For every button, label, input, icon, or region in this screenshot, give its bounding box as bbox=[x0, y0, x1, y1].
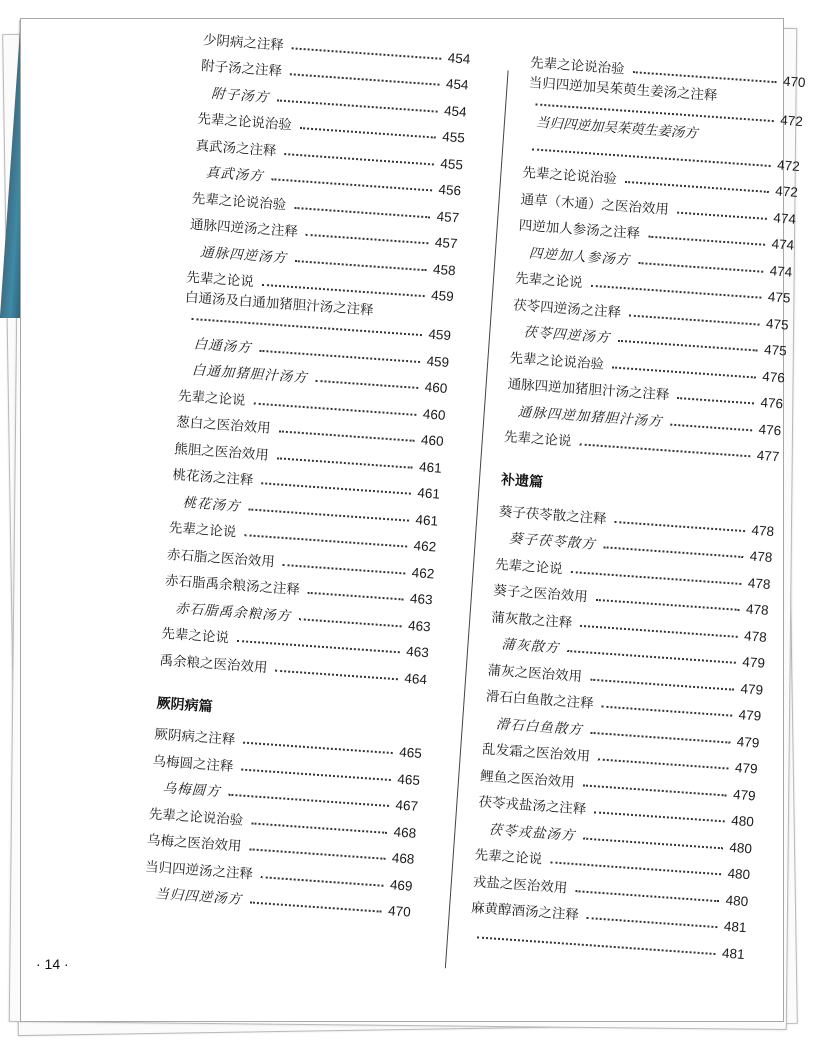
toc-entry-title: 鲤鱼之医治效用 bbox=[479, 767, 576, 791]
toc-entry-title: 先辈之论说 bbox=[503, 429, 572, 450]
toc-page-number: 464 bbox=[403, 670, 428, 687]
toc-page-number: 470 bbox=[387, 903, 412, 920]
toc-entry-title: 滑石白鱼散方 bbox=[495, 715, 584, 738]
toc-entry-title: 茯苓四逆汤方 bbox=[522, 324, 611, 347]
page-number: · 14 · bbox=[36, 956, 69, 972]
toc-page-number: 474 bbox=[772, 209, 797, 227]
toc-page-number: 479 bbox=[736, 733, 760, 751]
toc-entry-title: 白通加猪胆汁汤方 bbox=[191, 362, 309, 387]
toc-page-number: 472 bbox=[779, 112, 804, 129]
toc-page-number: 454 bbox=[445, 76, 470, 93]
toc-entry-title: 先辈之论说治验 bbox=[521, 164, 618, 188]
toc-entry-title: 当归四逆汤方 bbox=[154, 885, 243, 908]
toc-page-number: 474 bbox=[771, 236, 795, 253]
toc-entry-title: 滑石白鱼散之注释 bbox=[485, 688, 595, 712]
toc-page-number: 478 bbox=[745, 601, 770, 618]
toc-page-number: 463 bbox=[405, 643, 430, 661]
toc-entry-title: 赤石脂之医治效用 bbox=[166, 546, 276, 570]
toc-entry-title: 葵子之医治效用 bbox=[492, 582, 589, 606]
toc-entry-title: 先辈之论说 bbox=[177, 387, 247, 409]
toc-entry-title: 先辈之论说 bbox=[168, 519, 237, 541]
toc-page-number: 465 bbox=[396, 770, 421, 788]
toc-page-number: 479 bbox=[732, 786, 757, 803]
toc-entry-title: 当归四逆加吴茱萸生姜汤之注释 bbox=[528, 74, 718, 104]
toc-page-number: 479 bbox=[734, 759, 759, 777]
toc-page-number: 467 bbox=[395, 797, 419, 814]
toc-page-number: 479 bbox=[740, 680, 764, 698]
section-heading-jueyin: 厥阴病篇 bbox=[156, 694, 214, 715]
toc-page-number: 460 bbox=[424, 379, 448, 396]
toc-page-number: 455 bbox=[441, 129, 466, 146]
toc-page-number: 476 bbox=[760, 394, 784, 412]
toc-entry-title: 通脉四逆加猪胆汁汤方 bbox=[517, 403, 664, 430]
toc-page-number: 475 bbox=[767, 289, 791, 306]
toc-entry-title: 麻黄醇酒汤之注释 bbox=[470, 899, 580, 924]
toc-entry-title: 四逆加人参汤之注释 bbox=[518, 217, 641, 243]
toc-entry-title: 茯苓戎盐汤之注释 bbox=[477, 794, 587, 818]
toc-entry-title: 先辈之论说治验 bbox=[196, 110, 293, 134]
toc-entry-title: 赤石脂禹余粮汤方 bbox=[174, 600, 292, 625]
toc-entry-title: 先辈之论说 bbox=[185, 269, 255, 291]
toc-entry-title: 葱白之医治效用 bbox=[175, 414, 272, 437]
toc-entry-title: 真武汤之注释 bbox=[195, 137, 277, 159]
toc-page-number: 463 bbox=[409, 590, 434, 608]
toc-entry-title: 蒲灰散之注释 bbox=[490, 609, 573, 631]
toc-entry-title: 真武汤方 bbox=[205, 164, 265, 185]
toc-page-number: 472 bbox=[774, 183, 799, 200]
toc-page-number: 462 bbox=[411, 564, 435, 582]
toc-page-number: 469 bbox=[389, 876, 414, 894]
toc-page-number: 477 bbox=[756, 447, 780, 465]
toc-page-number: 478 bbox=[747, 574, 771, 592]
toc-page-number: 461 bbox=[415, 511, 439, 529]
toc-entry-title: 乱发霜之医治效用 bbox=[481, 741, 591, 765]
toc-page-number: 465 bbox=[398, 744, 423, 762]
toc-entry-title: 熊胆之医治效用 bbox=[173, 440, 270, 464]
toc-page-number: 470 bbox=[782, 73, 807, 90]
toc-entry-title: 乌梅圆方 bbox=[162, 780, 222, 801]
toc-page-number: 458 bbox=[432, 261, 457, 278]
toc-right-column bbox=[469, 44, 807, 962]
toc-entry-title: 少阴病之注释 bbox=[202, 31, 285, 54]
toc-page-number: 481 bbox=[723, 918, 747, 936]
toc-page-number: 478 bbox=[751, 522, 775, 539]
section-heading-buyi: 补遗篇 bbox=[500, 471, 544, 491]
toc-dot-leader bbox=[477, 936, 716, 955]
toc-page-number: 460 bbox=[420, 432, 445, 449]
toc-entry-title: 先辈之论说 bbox=[474, 847, 543, 868]
toc-right-entries bbox=[503, 44, 806, 464]
toc-page-number: 456 bbox=[438, 181, 462, 199]
toc-page-number: 472 bbox=[776, 156, 801, 174]
toc-entry-title: 白通汤方 bbox=[193, 335, 253, 356]
toc-jueyin-entries bbox=[143, 716, 423, 920]
toc-entry-title: 附子汤之注释 bbox=[200, 58, 283, 80]
toc-entry-title: 厥阴病之注释 bbox=[153, 726, 236, 749]
toc-dot-leader bbox=[677, 397, 754, 404]
toc-entry-title: 先辈之论说 bbox=[514, 270, 584, 292]
toc-entry-title: 葵子茯苓散方 bbox=[508, 530, 597, 553]
toc-entry-title: 桃花汤之注释 bbox=[172, 467, 254, 489]
toc-entry-title: 先辈之论说治验 bbox=[529, 54, 626, 78]
toc-entry-title: 通草（木通）之医治效用 bbox=[520, 191, 670, 218]
toc-page-number: 475 bbox=[763, 342, 788, 359]
toc-entry-title: 乌梅之医治效用 bbox=[146, 832, 242, 855]
toc-page-number: 480 bbox=[730, 812, 755, 830]
toc-entry-title: 蒲灰散方 bbox=[501, 636, 560, 657]
toc-page-number: 479 bbox=[738, 707, 762, 724]
toc-page-number: 479 bbox=[741, 654, 766, 671]
toc-entry-title: 先辈之论说治验 bbox=[148, 805, 244, 829]
toc-entry-title: 当归四逆加吴茱萸生姜汤方 bbox=[535, 114, 699, 142]
toc-page-number: 480 bbox=[728, 839, 753, 856]
toc-page-number: 454 bbox=[447, 49, 471, 67]
toc-page-number: 455 bbox=[439, 155, 464, 173]
toc-entry-title: 四逆加人参汤方 bbox=[528, 244, 631, 268]
toc-page-number: 468 bbox=[391, 850, 415, 867]
toc-page-number: 480 bbox=[725, 892, 749, 909]
toc-entry-title: 当归四逆汤之注释 bbox=[144, 858, 254, 883]
toc-dot-leader bbox=[670, 423, 752, 431]
toc-left-entries bbox=[159, 21, 472, 687]
toc-entry-title: 桃花汤方 bbox=[182, 494, 242, 515]
toc-buyi-entries bbox=[469, 493, 776, 962]
toc-entry-title: 附子汤方 bbox=[210, 85, 270, 106]
toc-page-number: 459 bbox=[427, 326, 452, 344]
toc-entry-title: 白通汤及白通加猪胆汁汤之注释 bbox=[184, 289, 375, 319]
toc-page-number: 480 bbox=[727, 865, 751, 883]
toc-page-number: 478 bbox=[743, 627, 768, 645]
toc-page-number: 457 bbox=[434, 234, 458, 252]
toc-page-number: 478 bbox=[749, 548, 773, 566]
toc-entry-title: 通脉四逆加猪胆汁汤之注释 bbox=[507, 376, 670, 404]
toc-left-column bbox=[143, 21, 472, 920]
toc-entry-title: 戎盐之医治效用 bbox=[472, 873, 568, 897]
toc-entry-title: 先辈之论说 bbox=[494, 556, 564, 577]
toc-dot-leader bbox=[250, 901, 382, 912]
toc-page-number: 476 bbox=[761, 368, 786, 385]
toc-entry-title: 乌梅圆之注释 bbox=[152, 752, 234, 775]
toc-page-number: 468 bbox=[393, 823, 417, 841]
toc-entry-title: 禹余粮之医治效用 bbox=[159, 652, 268, 676]
toc-page-number: 459 bbox=[430, 287, 455, 305]
toc-page-number: 475 bbox=[765, 315, 790, 333]
toc-page-number: 460 bbox=[422, 405, 446, 423]
toc-entry-title: 先辈之论说治验 bbox=[191, 190, 287, 213]
toc-entry-title: 通脉四逆汤之注释 bbox=[189, 216, 299, 241]
toc-page-number: 474 bbox=[769, 262, 793, 280]
toc-page-number: 459 bbox=[426, 352, 450, 370]
toc-page-number: 476 bbox=[758, 421, 782, 438]
toc-page-number: 454 bbox=[443, 102, 468, 120]
toc-entry-title: 赤石脂禹余粮汤之注释 bbox=[164, 572, 301, 599]
toc-entry-title: 先辈之论说 bbox=[160, 625, 230, 647]
toc-entry-title: 茯苓戎盐汤方 bbox=[488, 821, 576, 844]
toc-entry-title: 蒲灰之医治效用 bbox=[487, 662, 583, 685]
toc-entry-title: 通脉四逆汤方 bbox=[199, 243, 288, 266]
toc-entry-title: 茯苓四逆汤之注释 bbox=[512, 296, 622, 321]
toc-page-number: 463 bbox=[407, 617, 432, 634]
toc-page-number: 461 bbox=[418, 458, 443, 476]
toc-entry-title: 先辈之论说治验 bbox=[509, 349, 605, 373]
toc-page-number: 462 bbox=[413, 538, 437, 555]
toc-page-number: 481 bbox=[721, 945, 746, 962]
toc-entry-title: 葵子茯苓散之注释 bbox=[498, 503, 608, 527]
toc-page-number: 457 bbox=[436, 208, 460, 225]
toc-page-number: 461 bbox=[416, 485, 441, 502]
